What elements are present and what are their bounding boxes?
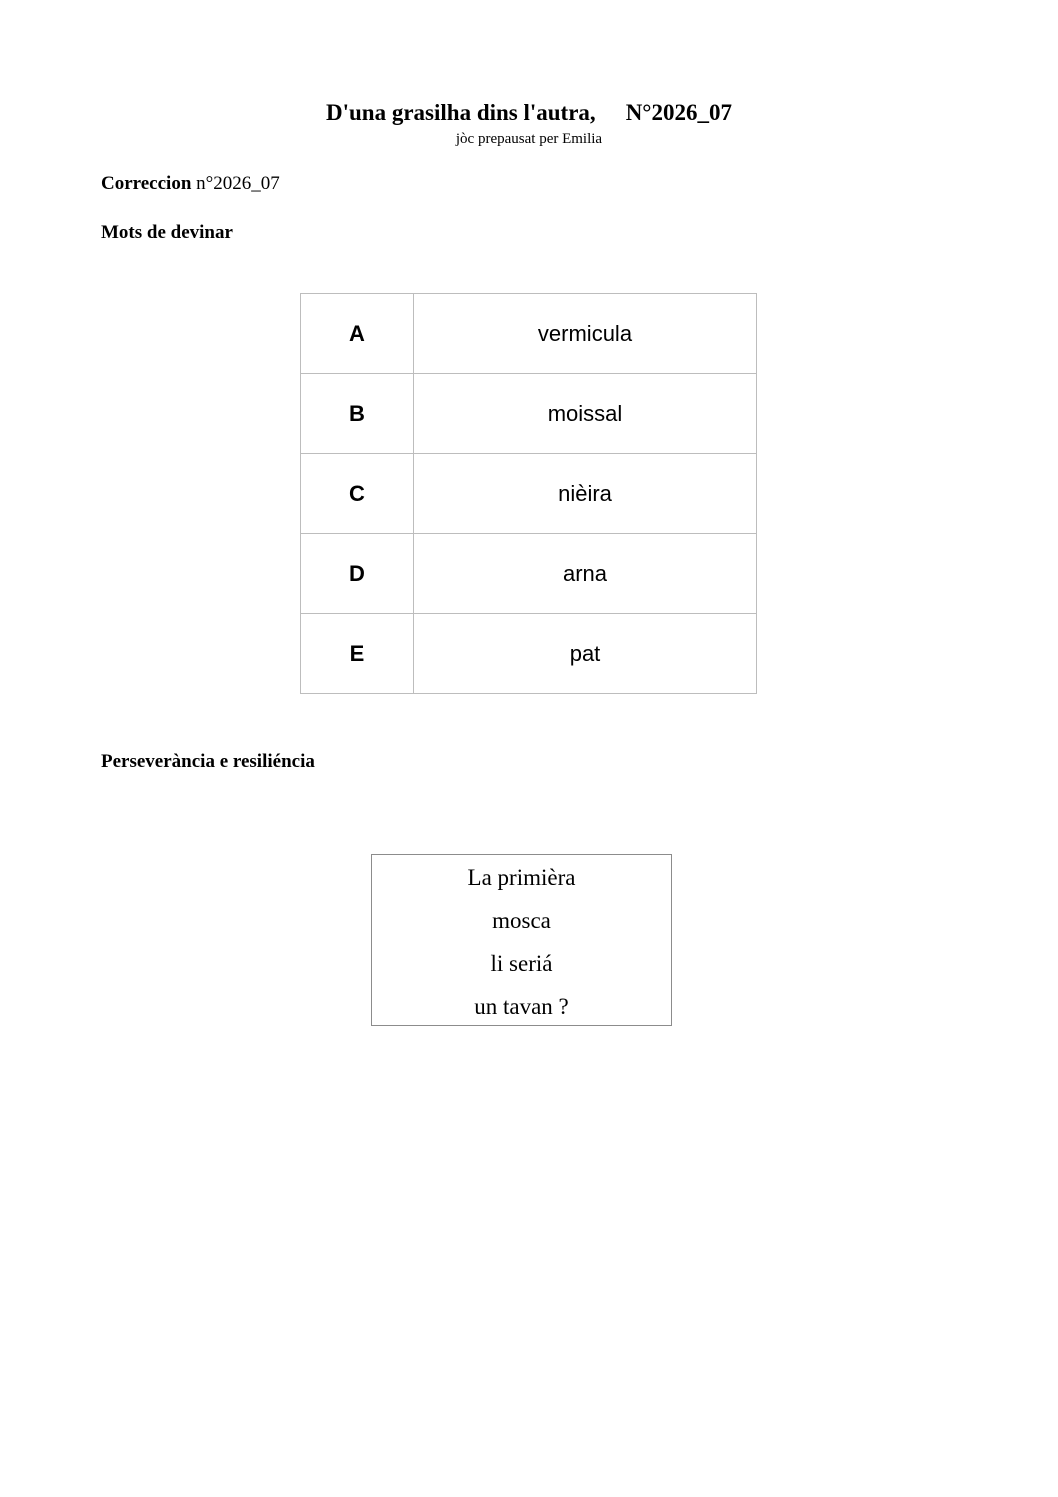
title-text: D'una grasilha dins l'autra,	[326, 100, 596, 125]
word-answer: nièira	[414, 454, 757, 534]
correction-label: Correccion	[101, 173, 192, 194]
correction-line	[101, 173, 280, 195]
poem-heading: Perseverància e resiliéncia	[101, 751, 315, 772]
poem-line: li seriá	[490, 951, 553, 976]
word-answer: moissal	[414, 374, 757, 454]
word-answer: arna	[414, 534, 757, 614]
poem-line: La primièra	[467, 865, 576, 890]
page-title	[0, 100, 1058, 126]
poem-box	[371, 854, 672, 1026]
subtitle: jòc prepausat per Emilia	[455, 131, 603, 147]
word-letter: A	[301, 294, 414, 374]
table-row	[301, 374, 757, 454]
word-answer: pat	[414, 614, 757, 694]
words-heading: Mots de devinar	[101, 222, 233, 243]
word-letter: C	[301, 454, 414, 534]
poem-line: mosca	[492, 908, 551, 933]
word-letter: B	[301, 374, 414, 454]
word-answer: vermicula	[414, 294, 757, 374]
correction-value: n°2026_07	[196, 173, 280, 194]
table-row	[301, 534, 757, 614]
table-row	[301, 614, 757, 694]
words-table	[300, 293, 757, 694]
poem-line: un tavan ?	[474, 994, 569, 1019]
table-row	[301, 454, 757, 534]
word-letter: E	[301, 614, 414, 694]
word-letter: D	[301, 534, 414, 614]
table-row	[301, 294, 757, 374]
puzzle-number: N°2026_07	[625, 100, 732, 125]
